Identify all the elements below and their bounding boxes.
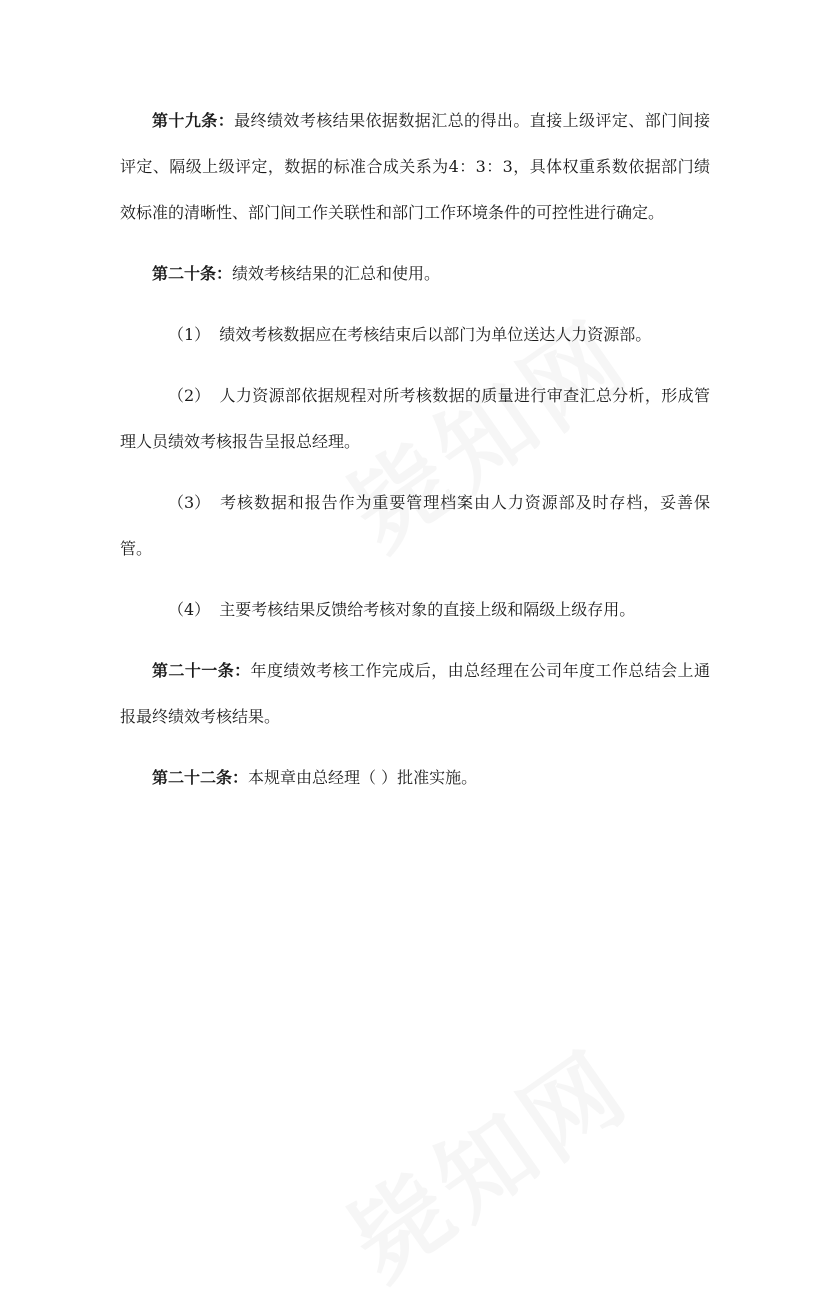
list-text: 主要考核结果反馈给考核对象的直接上级和隔级上级存用。	[219, 600, 636, 619]
article-20	[120, 251, 710, 297]
list-text: 绩效考核数据应在考核结束后以部门为单位送达人力资源部。	[219, 325, 652, 344]
watermark	[319, 1013, 653, 1304]
article-text: 年度绩效考核工作完成后，由总经理在公司年度工作总结会上通报最终绩效考核结果。	[120, 661, 710, 726]
list-number: （3）	[168, 493, 211, 512]
article-text: 最终绩效考核结果依据数据汇总的得出。直接上级评定、部门间接评定、隔级上级评定，数据的标准合成关系为4：3：3，具体权重系数依据部门绩效标准的清晰性、部门间工作关联性和部门工作环境条件的可控性进行确定。	[120, 111, 710, 222]
list-item-2	[120, 373, 710, 465]
article-22	[120, 755, 710, 801]
list-number: （1）	[168, 325, 211, 344]
article-heading: 第二十二条：	[152, 768, 249, 787]
list-text: 考核数据和报告作为重要管理档案由人力资源部及时存档，妥善保管。	[120, 493, 710, 558]
list-item-3	[120, 480, 710, 572]
list-item-1	[120, 312, 710, 358]
list-number: （2）	[168, 386, 211, 405]
list-number: （4）	[168, 600, 211, 619]
list-item-4	[120, 587, 710, 633]
article-19	[120, 98, 710, 236]
article-heading: 第二十一条：	[152, 661, 251, 680]
article-heading: 第二十条：	[152, 264, 233, 283]
article-text: 绩效考核结果的汇总和使用。	[232, 264, 441, 283]
document-body	[120, 98, 710, 816]
article-text: 本规章由总经理（ ）批准实施。	[248, 768, 478, 787]
list-text: 人力资源部依据规程对所考核数据的质量进行审查汇总分析，形成管理人员绩效考核报告呈报总经理。	[120, 386, 710, 451]
article-21	[120, 648, 710, 740]
article-heading: 第十九条：	[152, 111, 235, 130]
